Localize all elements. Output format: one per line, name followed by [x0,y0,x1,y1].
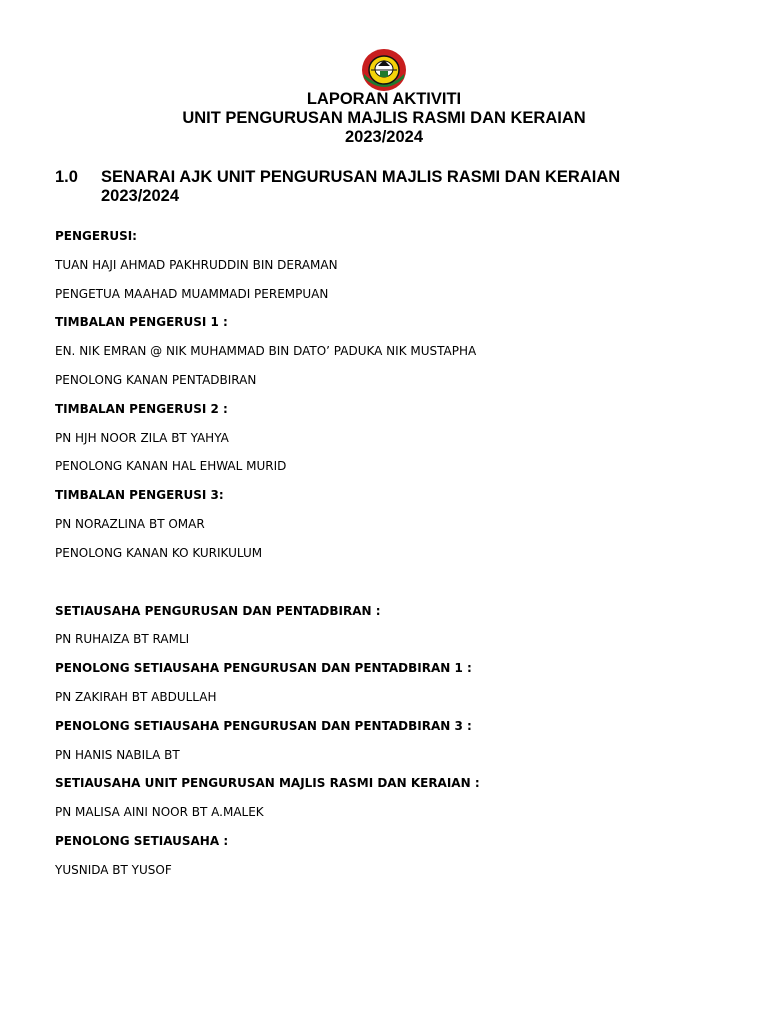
member-name: PN HANIS NABILA BT [55,747,180,762]
section-title-line-2: 2023/2024 [101,187,179,205]
section-heading [55,168,715,206]
report-title [0,90,768,147]
committee-list [55,228,735,891]
role-label: PENOLONG SETIAUSAHA PENGURUSAN DAN PENTADBIRAN 3 : [55,718,472,733]
member-name: PN RUHAIZA BT RAMLI [55,632,190,647]
role-label: PENGERUSI: [55,229,137,243]
member-position: PENOLONG KANAN HAL EHWAL MURID [55,459,287,474]
member-name: EN. NIK EMRAN @ NIK MUHAMMAD BIN DATO’ PADUKA NIK MUSTAPHA [55,344,477,359]
role-label: TIMBALAN PENGERUSI 1 : [55,315,228,330]
title-line-3: 2023/2024 [345,128,423,146]
role-label: SETIAUSAHA PENGURUSAN DAN PENTADBIRAN : [55,603,381,618]
member-name: PN MALISA AINI NOOR BT A.MALEK [55,805,264,820]
member-name: PN HJH NOOR ZILA BT YAHYA [55,430,229,445]
member-name: PN ZAKIRAH BT ABDULLAH [55,689,217,704]
role-label: PENOLONG SETIAUSAHA : [55,833,229,848]
role-label: PENOLONG SETIAUSAHA PENGURUSAN DAN PENTADBIRAN 1 : [55,661,472,676]
member-position: PENGETUA MAAHAD MUAMMADI PEREMPUAN [55,286,329,301]
title-line-2: UNIT PENGURUSAN MAJLIS RASMI DAN KERAIAN [182,109,586,127]
title-line-1: LAPORAN AKTIVITI [306,90,462,108]
section-number: 1.0 [55,168,78,186]
school-crest-icon [361,48,407,92]
member-name: PN NORAZLINA BT OMAR [55,516,205,531]
role-label: SETIAUSAHA UNIT PENGURUSAN MAJLIS RASMI DAN KERAIAN : [55,776,480,791]
member-name: TUAN HAJI AHMAD PAKHRUDDIN BIN DERAMAN [55,257,338,272]
section-title-line-1: SENARAI AJK UNIT PENGURUSAN MAJLIS RASMI DAN KERAIAN [101,168,621,186]
role-label: TIMBALAN PENGERUSI 3: [55,488,224,503]
member-position: PENOLONG KANAN KO KURIKULUM [55,545,263,560]
member-name: YUSNIDA BT YUSOF [55,862,172,877]
role-label: TIMBALAN PENGERUSI 2 : [55,401,228,416]
member-position: PENOLONG KANAN PENTADBIRAN [55,372,257,387]
